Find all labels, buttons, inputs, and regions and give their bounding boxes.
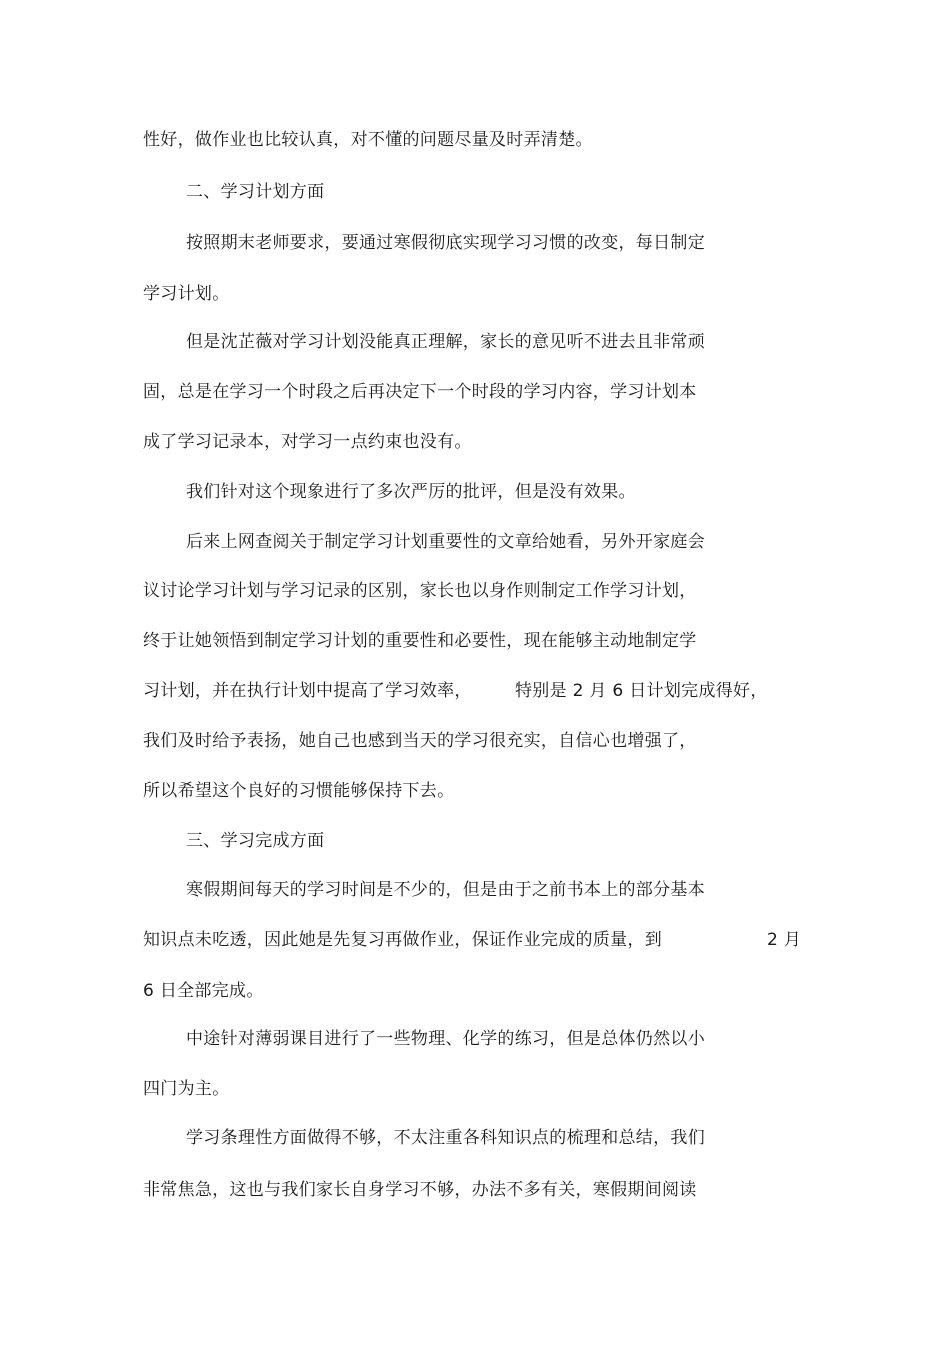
- paragraph-line: 所以希望这个良好的习惯能够保持下去。: [143, 781, 455, 801]
- paragraph-line: 但是沈芷薇对学习计划没能真正理解，家长的意见听不进去且非常顽: [186, 332, 705, 352]
- paragraph-line: 寒假期间每天的学习时间是不少的，但是由于之前书本上的部分基本: [186, 880, 705, 900]
- paragraph-line: 学习计划。: [143, 284, 230, 304]
- paragraph-line: 按照期末老师要求，要通过寒假彻底实现学习习惯的改变，每日制定: [186, 233, 705, 253]
- paragraph-line: 终于让她领悟到制定学习计划的重要性和必要性，现在能够主动地制定学: [143, 631, 697, 651]
- section-heading: 三、学习完成方面: [186, 831, 325, 851]
- paragraph-line: 我们针对这个现象进行了多次严厉的批评，但是没有效果。: [186, 482, 636, 502]
- paragraph-line: 中途针对薄弱课目进行了一些物理、化学的练习，但是总体仍然以小: [186, 1029, 705, 1049]
- paragraph-line: 知识点未吃透，因此她是先复习再做作业，保证作业完成的质量，到: [143, 930, 662, 950]
- paragraph-line: 议讨论学习计划与学习记录的区别，家长也以身作则制定工作学习计划，: [143, 581, 697, 601]
- paragraph-line-fragment: 特别是 2 月 6 日计划完成得好，: [515, 681, 768, 701]
- paragraph-line-fragment: 2 月: [767, 930, 802, 950]
- paragraph-line: 成了学习记录本，对学习一点约束也没有。: [143, 432, 472, 452]
- paragraph-line: 6 日全部完成。: [143, 981, 264, 1001]
- paragraph-line: 四门为主。: [143, 1079, 230, 1099]
- paragraph-line: 后来上网查阅关于制定学习计划重要性的文章给她看，另外开家庭会: [186, 532, 705, 552]
- paragraph-line: 我们及时给予表扬，她自己也感到当天的学习很充实，自信心也增强了，: [143, 731, 697, 751]
- paragraph-line: 习计划，并在执行计划中提高了学习效率，: [143, 681, 472, 701]
- section-heading: 二、学习计划方面: [186, 182, 325, 202]
- paragraph-line: 非常焦急，这也与我们家长自身学习不够，办法不多有关，寒假期间阅读: [143, 1180, 697, 1200]
- paragraph-line: 固，总是在学习一个时段之后再决定下一个时段的学习内容，学习计划本: [143, 382, 697, 402]
- paragraph-line: 性好，做作业也比较认真，对不懂的问题尽量及时弄清楚。: [143, 130, 593, 150]
- paragraph-line: 学习条理性方面做得不够，不太注重各科知识点的梳理和总结，我们: [186, 1128, 705, 1148]
